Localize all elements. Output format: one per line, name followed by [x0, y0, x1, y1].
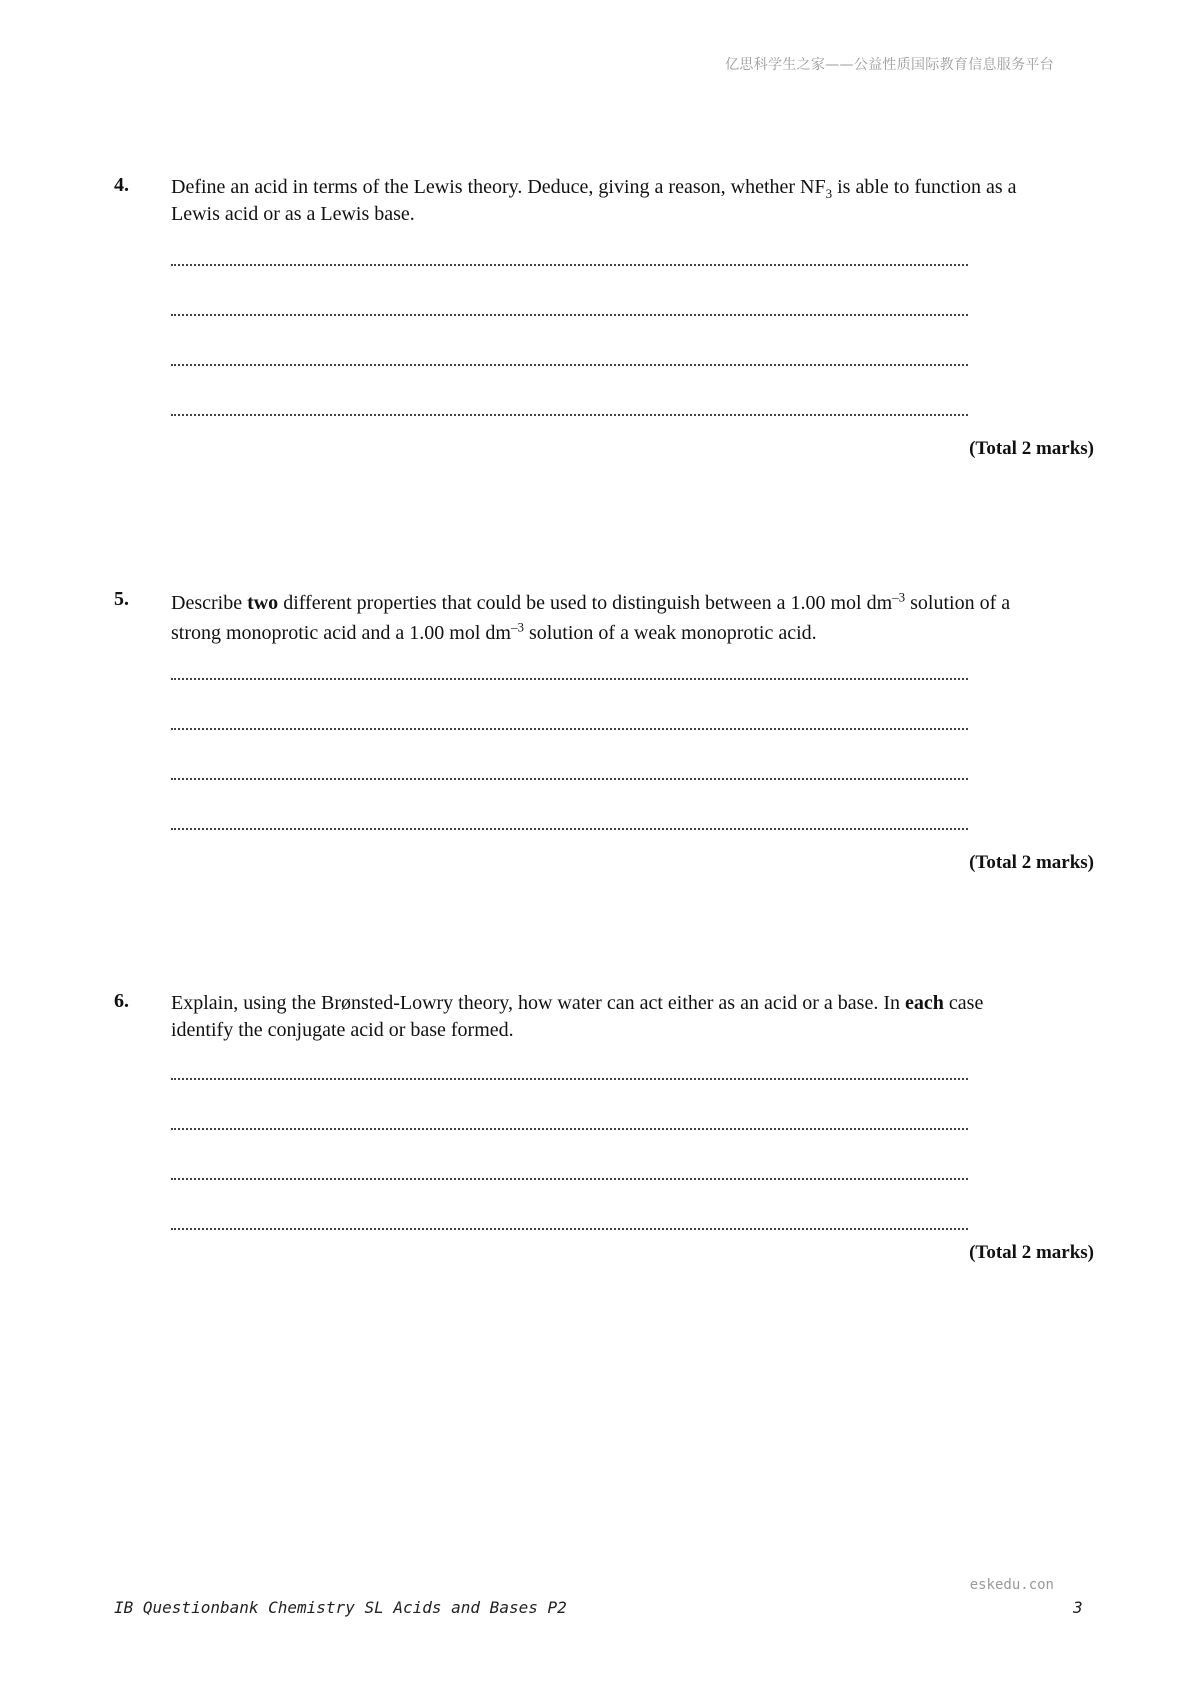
- answer-lines: [171, 174, 971, 434]
- total-marks: (Total 2 marks): [969, 852, 1094, 873]
- total-marks: (Total 2 marks): [969, 1242, 1094, 1263]
- answer-line[interactable]: [171, 364, 968, 366]
- question-number: 6.: [114, 990, 129, 1012]
- question-number: 5.: [114, 588, 129, 610]
- header-banner: 亿思科学生之家——公益性质国际教育信息服务平台: [725, 57, 1054, 73]
- question-4: [114, 174, 1094, 459]
- footer-title: IB Questionbank Chemistry SL Acids and Bases P2: [114, 1598, 567, 1617]
- answer-lines: [171, 990, 971, 1230]
- total-marks: (Total 2 marks): [969, 438, 1094, 459]
- answer-line[interactable]: [171, 678, 968, 680]
- answer-line[interactable]: [171, 778, 968, 780]
- answer-line[interactable]: [171, 314, 968, 316]
- answer-line[interactable]: [171, 1228, 968, 1230]
- answer-line[interactable]: [171, 1128, 968, 1130]
- answer-lines: [171, 588, 971, 848]
- question-text: Define an acid in terms of the Lewis theory. Deduce, giving a reason, whether $NF_3$ is able to function as a Lewis acid or as a Lewis base.: [171, 176, 1017, 225]
- question-text: Explain, using the Brønsted-Lowry theory, how water can act either as an acid or a base. In each case identify the conjugate acid or base formed.: [171, 992, 984, 1041]
- answer-line[interactable]: [171, 264, 968, 266]
- page-number: 3: [1073, 1598, 1083, 1617]
- answer-line[interactable]: [171, 1178, 968, 1180]
- answer-line[interactable]: [171, 728, 968, 730]
- footer-watermark: eskedu.con: [969, 1577, 1054, 1593]
- question-5: [114, 588, 1094, 873]
- question-number: 4.: [114, 174, 129, 196]
- answer-line[interactable]: [171, 1078, 968, 1080]
- question-text: Describe two different properties that could be used to distinguish between a 1.00 mol $dm^{-3}$ solution of a strong monoprotic acid and a 1.00 mol $dm^{-3}$ solution of a weak monoprotic acid.: [171, 589, 1011, 644]
- answer-line[interactable]: [171, 828, 968, 830]
- answer-line[interactable]: [171, 414, 968, 416]
- question-6: [114, 990, 1094, 1263]
